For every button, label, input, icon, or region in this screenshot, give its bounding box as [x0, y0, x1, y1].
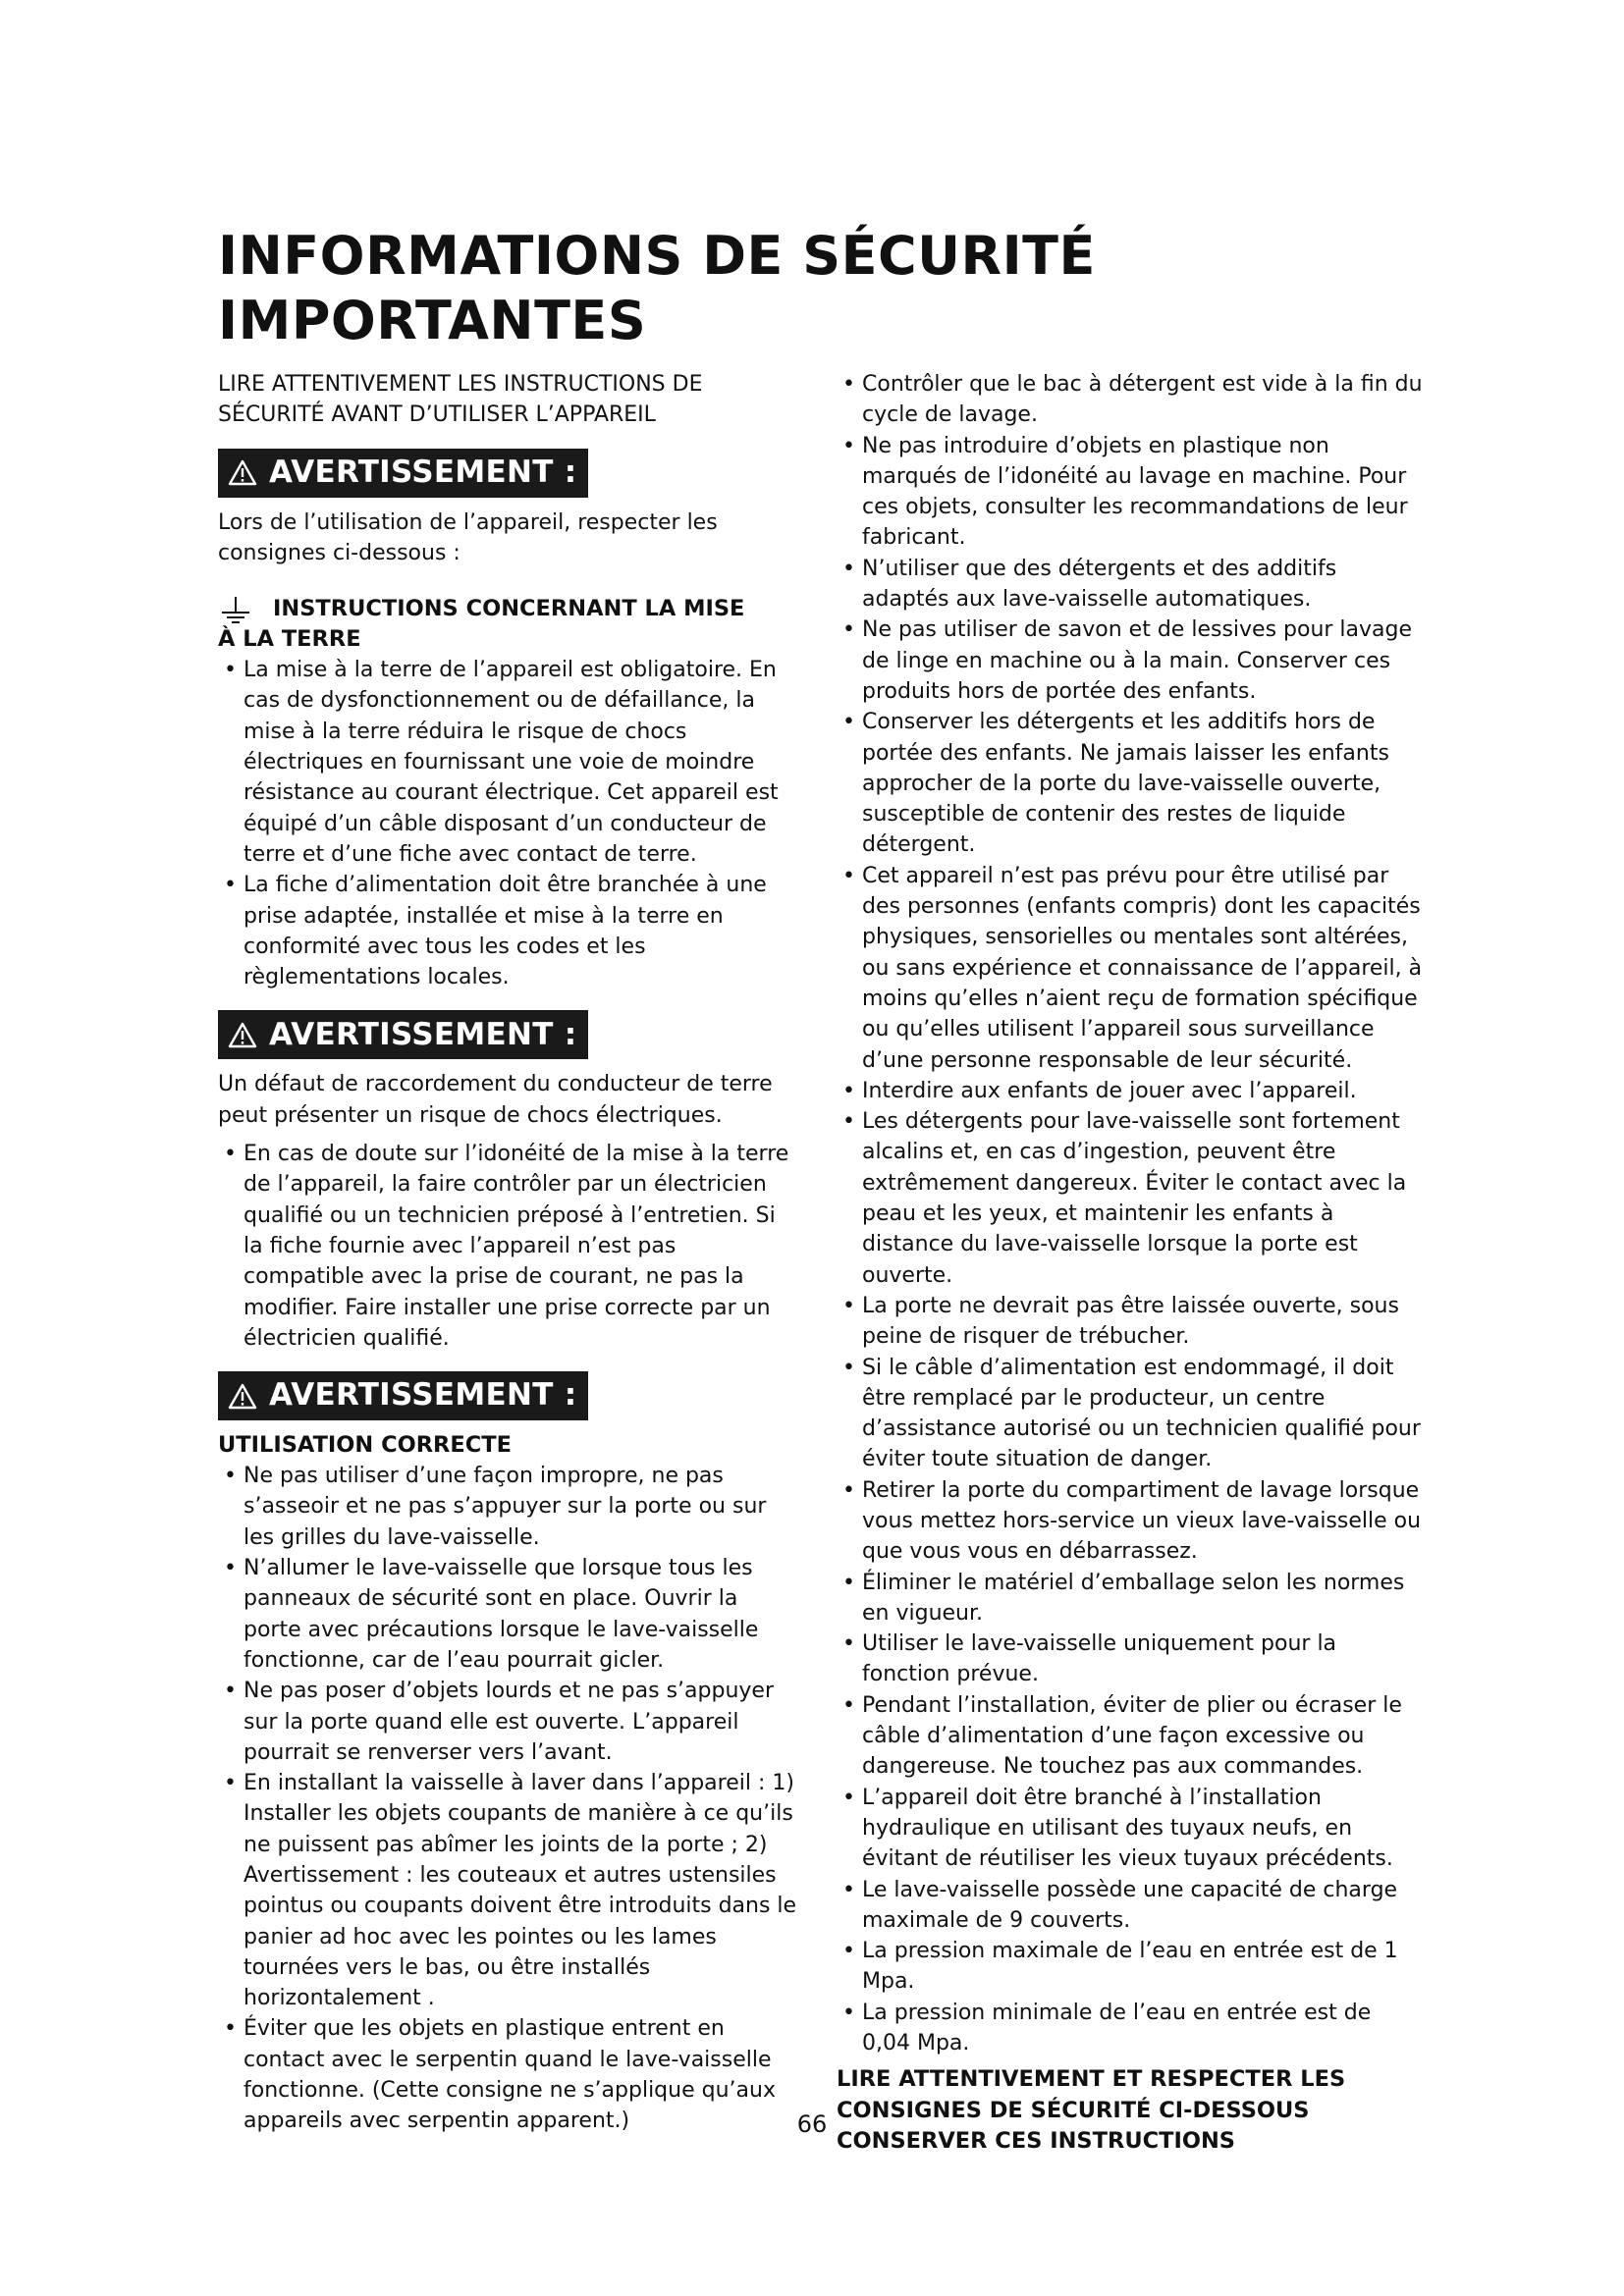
intro-line1: LIRE ATTENTIVEMENT LES INSTRUCTIONS DE [218, 372, 703, 397]
page-number: 66 [796, 2110, 828, 2138]
right-column [837, 369, 1426, 2158]
warning-banner [218, 1010, 588, 1059]
list-item: • En installant la vaisselle à laver dans l’appareil : 1) Installer les objets coupants de manière à ce qu’ils ne puissent pas abîmer les joints de la porte ; 2) Avertissement : les couteaux et autres ustensiles pointus ou coupants doivent être introduits dans le panier ad hoc avec les pointes ou les lames tournées vers le bas, ou être installés horizontalement . [218, 1768, 797, 2013]
list-item: • Éviter que les objets en plastique entrent en contact avec le serpentin quand le lave-vaisselle fonctionne. (Cette consigne ne s’applique qu’aux appareils avec serpentin apparent.) [218, 2013, 797, 2136]
warning-label: AVERTISSEMENT : [269, 1016, 577, 1052]
list-item: • Ne pas introduire d’objets en plastique non marqués de l’idonéité au lavage en machine. Pour ces objets, consulter les recommandations de leur fabricant. [837, 431, 1426, 554]
warning-triangle-icon [228, 1383, 257, 1410]
safety-list [837, 369, 1426, 2058]
list-item: • Le lave-vaisselle possède une capacité de charge maximale de 9 couverts. [837, 1875, 1426, 1937]
list-item: • Ne pas poser d’objets lourds et ne pas s’appuyer sur la porte quand elle est ouverte. L’appareil pourrait se renverser vers l’avant. [218, 1676, 797, 1768]
list-item: • Retirer la porte du compartiment de lavage lorsque vous mettez hors-service un vieux lave-vaisselle ou que vous vous en débarrassez. [837, 1475, 1426, 1568]
warning-label: AVERTISSEMENT : [269, 454, 577, 490]
intro-line2: SÉCURITÉ AVANT D’UTILISER L’APPAREIL [218, 402, 656, 428]
list-item: • Si le câble d’alimentation est endommagé, il doit être remplacé par le producteur, un centre d’assistance autorisé ou un technicien qualifié pour éviter toute situation de danger. [837, 1353, 1426, 1475]
final-notes-line3: CONSERVER CES INSTRUCTIONS [837, 2128, 1235, 2155]
warning-label: AVERTISSEMENT : [269, 1377, 577, 1414]
list-item: • La pression minimale de l’eau en entrée est de 0,04 Mpa. [837, 1998, 1426, 2059]
usage-list [218, 1461, 797, 2137]
page-title-line2: IMPORTANTES [218, 290, 647, 351]
list-item: • Utiliser le lave-vaisselle uniquement pour la fonction prévue. [837, 1629, 1426, 1690]
grounding-heading [218, 594, 797, 624]
list-item: • L’appareil doit être branché à l’installation hydraulique en utilisant des tuyaux neufs, en évitant de réutiliser les vieux tuyaux précédents. [837, 1783, 1426, 1875]
list-item: • Conserver les détergents et les additifs hors de portée des enfants. Ne jamais laisser les enfants approcher de la porte du lave-vaisselle ouverte, susceptible de contenir des restes de liquide détergent. [837, 707, 1426, 860]
list-item: • N’utiliser que des détergents et des additifs adaptés aux lave-vaisselle automatiques. [837, 554, 1426, 615]
final-notes-line2: CONSIGNES DE SÉCURITÉ CI-DESSOUS [837, 2097, 1310, 2123]
grounding-heading-line2: À LA TERRE [218, 626, 361, 653]
list-item: • Ne pas utiliser de savon et de lessives pour lavage de linge en machine ou à la main. Conserver ces produits hors de portée des enfants. [837, 614, 1426, 707]
usage-heading: UTILISATION CORRECTE [218, 1432, 512, 1459]
grounding-list [218, 655, 797, 992]
list-item: • Ne pas utiliser d’une façon impropre, ne pas s’asseoir et ne pas s’appuyer sur la porte ou sur les grilles du lave-vaisselle. [218, 1461, 797, 1553]
earthing-check-list [218, 1139, 797, 1354]
warning-banner [218, 449, 588, 498]
warning-text: Un défaut de raccordement du conducteur de terre peut présenter un risque de chocs électriques. [218, 1072, 773, 1128]
list-item: • La fiche d’alimentation doit être branchée à une prise adaptée, installée et mise à la terre en conformité avec tous les codes et les règlementations locales. [218, 870, 797, 992]
warning-triangle-icon [228, 459, 257, 486]
list-item: • Cet appareil n’est pas prévu pour être utilisé par des personnes (enfants compris) dont les capacités physiques, sensorielles ou mentales sont altérées, ou sans expérience et connaissance de l’appareil, à moins qu’elles n’aient reçu de formation spécifique ou qu’elles utilisent l’appareil sous surveillance d’une personne responsable de leur sécurité. [837, 861, 1426, 1076]
left-column [218, 369, 797, 2137]
list-item: • En cas de doute sur l’idonéité de la mise à la terre de l’appareil, la faire contrôler par un électricien qualifié ou un technicien préposé à l’entretien. Si la fiche fournie avec l’appareil n’est pas compatible avec la prise de courant, ne pas la modifier. Faire installer une prise correcte par un électricien qualifié. [218, 1139, 797, 1354]
page-title-line1: INFORMATIONS DE SÉCURITÉ [218, 225, 1096, 287]
list-item: • Éliminer le matériel d’emballage selon les normes en vigueur. [837, 1568, 1426, 1629]
page-title [218, 224, 1494, 353]
list-item: • Interdire aux enfants de jouer avec l’appareil. [837, 1076, 1426, 1106]
warning-triangle-icon [228, 1022, 257, 1048]
ground-symbol-icon [218, 595, 253, 624]
final-notes-line1: LIRE ATTENTIVEMENT ET RESPECTER LES [837, 2066, 1346, 2093]
list-item: • La pression maximale de l’eau en entrée est de 1 Mpa. [837, 1936, 1426, 1998]
list-item: • N’allumer le lave-vaisselle que lorsque tous les panneaux de sécurité sont en place. Ouvrir la porte avec précautions lorsque le lave-vaisselle fonctionne, car de l’eau pourrait gicler. [218, 1553, 797, 1676]
list-item: • Contrôler que le bac à détergent est vide à la fin du cycle de lavage. [837, 369, 1426, 431]
list-item: • La porte ne devrait pas être laissée ouverte, sous peine de risquer de trébucher. [837, 1291, 1426, 1353]
warning-banner [218, 1371, 588, 1420]
list-item: • La mise à la terre de l’appareil est obligatoire. En cas de dysfonctionnement ou de défaillance, la mise à la terre réduira le risque de chocs électriques en fournissant une voie de moindre résistance au courant électrique. Cet appareil est équipé d’un câble disposant d’un conducteur de terre et d’une fiche avec contact de terre. [218, 655, 797, 870]
warning-text: Lors de l’utilisation de l’appareil, respecter les consignes ci-dessous : [218, 509, 718, 565]
list-item: • Les détergents pour lave-vaisselle sont fortement alcalins et, en cas d’ingestion, peuvent être extrêmement dangereux. Éviter le contact avec la peau et les yeux, et maintenir les enfants à distance du lave-vaisselle lorsque la porte est ouverte. [837, 1106, 1426, 1291]
grounding-heading-line1: INSTRUCTIONS CONCERNANT LA MISE [273, 596, 745, 622]
list-item: • Pendant l’installation, éviter de plier ou écraser le câble d’alimentation d’une façon excessive ou dangereuse. Ne touchez pas aux commandes. [837, 1690, 1426, 1783]
